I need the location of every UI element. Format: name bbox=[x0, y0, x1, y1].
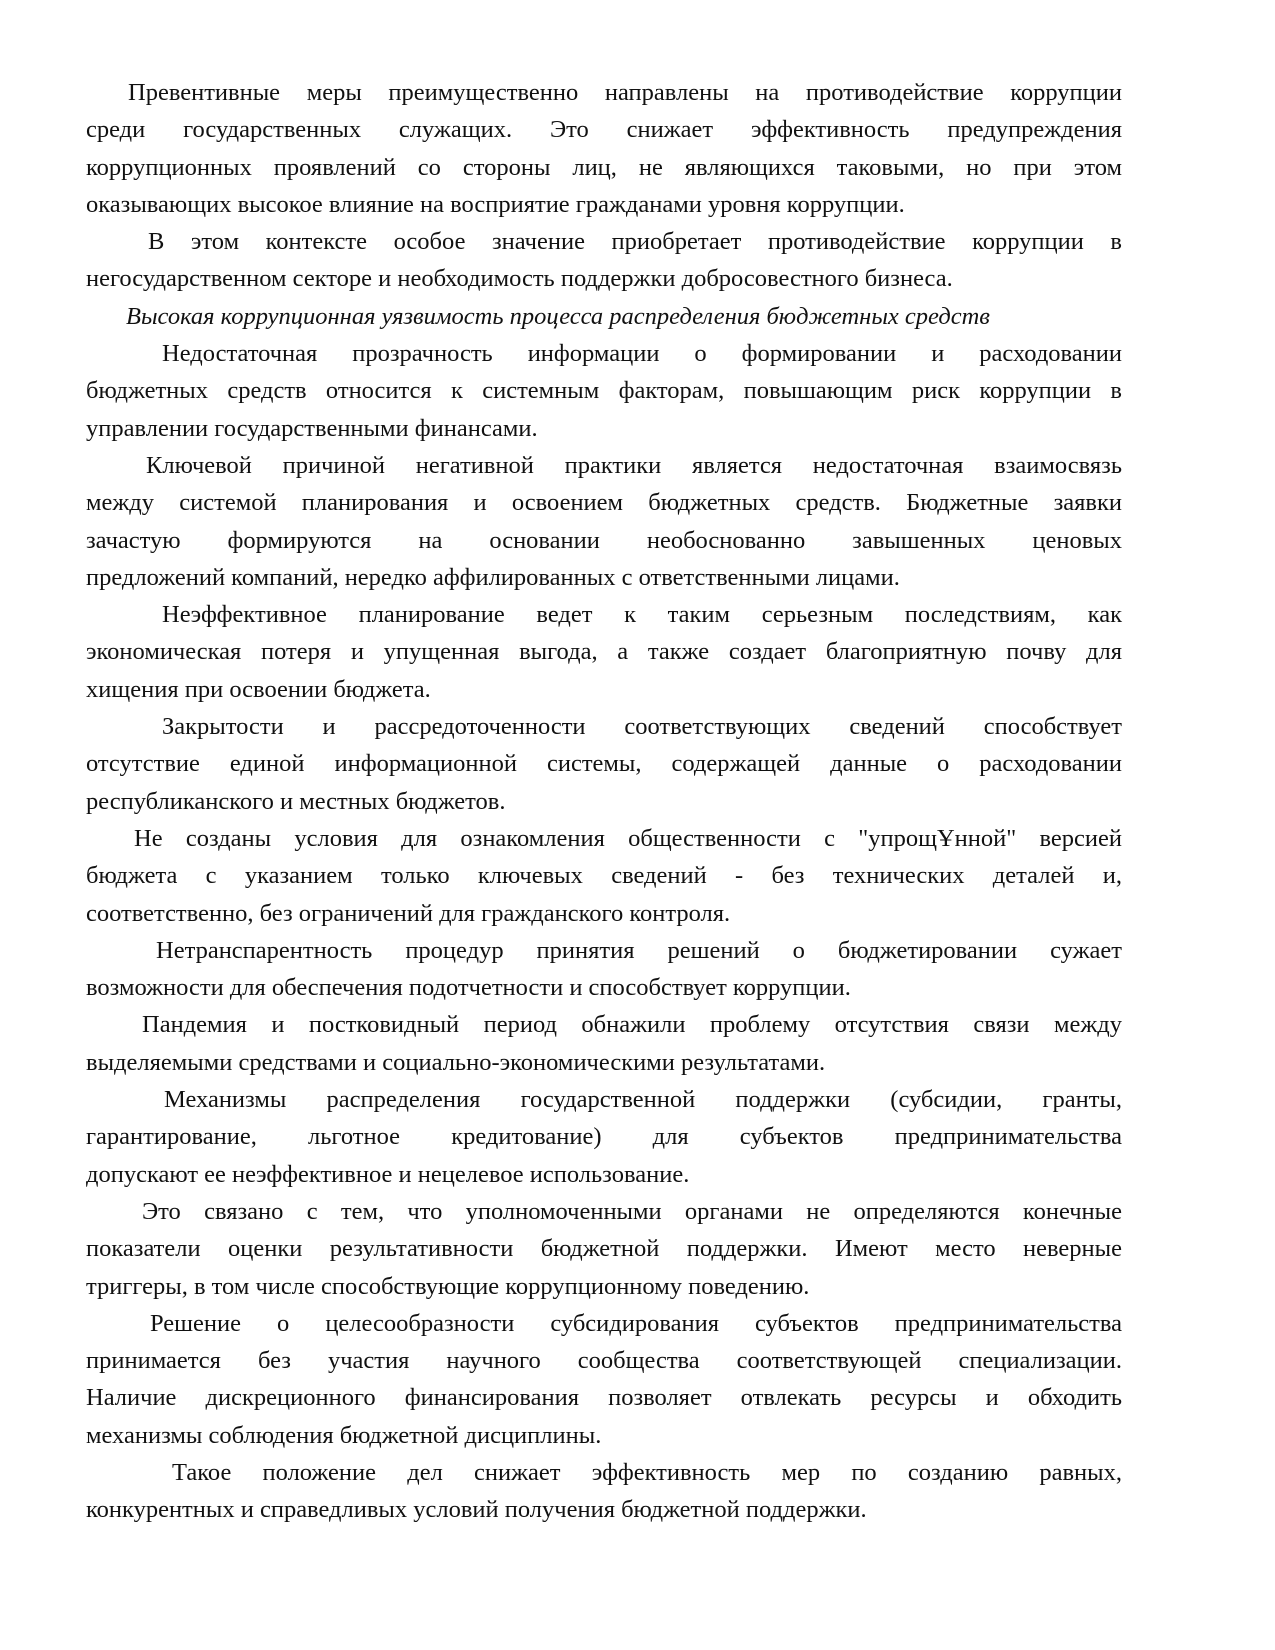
paragraph-performance-indicators bbox=[86, 1193, 1122, 1305]
text-line: Нетранспарентность процедур принятия решений о бюджетировании сужает bbox=[156, 936, 1122, 964]
text-line: предложений компаний, нередко аффилированных с ответственными лицами. bbox=[86, 563, 900, 591]
text-line: Закрытости и рассредоточенности соответствующих сведений способствует bbox=[162, 713, 1122, 741]
text-line: негосударственном секторе и необходимость поддержки добросовестного бизнеса. bbox=[86, 265, 953, 293]
paragraph-transparency bbox=[86, 335, 1122, 447]
text-line: оказывающих высокое влияние на восприятие гражданами уровня коррупции. bbox=[86, 190, 905, 218]
paragraph-pandemic bbox=[86, 1006, 1122, 1081]
text-line: республиканского и местных бюджетов. bbox=[86, 787, 506, 815]
text-line: Это связано с тем, что уполномоченными органами не определяются конечные bbox=[142, 1197, 1122, 1225]
document-page bbox=[86, 74, 1122, 1529]
text-line: Решение о целесообразности субсидирования субъектов предпринимательства bbox=[150, 1309, 1122, 1337]
paragraph-nontransparency bbox=[86, 932, 1122, 1007]
paragraph-equal-conditions bbox=[86, 1454, 1122, 1529]
text-line: принимается без участия научного сообщества соответствующей специализации. bbox=[86, 1347, 1122, 1375]
text-line: управлении государственными финансами. bbox=[86, 414, 538, 442]
text-line: Неэффективное планирование ведет к таким серьезным последствиям, как bbox=[162, 601, 1122, 629]
text-line: отсутствие единой информационной системы, содержащей данные о расходовании bbox=[86, 750, 1122, 778]
text-line: гарантирование, льготное кредитование) для субъектов предпринимательства bbox=[86, 1123, 1122, 1151]
text-line: механизмы соблюдения бюджетной дисциплины. bbox=[86, 1421, 602, 1449]
paragraph-key-cause bbox=[86, 447, 1122, 596]
text-line: В этом контексте особое значение приобретает противодействие коррупции в bbox=[148, 228, 1122, 256]
text-line: хищения при освоении бюджета. bbox=[86, 675, 431, 703]
text-line: триггеры, в том числе способствующие коррупционному поведению. bbox=[86, 1272, 810, 1300]
text-line: Не созданы условия для ознакомления общественности с "упрощҰнной" версией bbox=[134, 824, 1122, 852]
text-line: среди государственных служащих. Это снижает эффективность предупреждения bbox=[86, 116, 1122, 144]
text-line: Превентивные меры преимущественно направлены на противодействие коррупции bbox=[128, 79, 1122, 106]
text-line: коррупционных проявлений со стороны лиц, не являющихся таковыми, но при этом bbox=[86, 153, 1122, 181]
paragraph-inefficient-planning bbox=[86, 596, 1122, 708]
text-line: Недостаточная прозрачность информации о формировании и расходовании bbox=[162, 340, 1122, 368]
text-line: Механизмы распределения государственной поддержки (субсидии, гранты, bbox=[164, 1086, 1122, 1114]
text-line: Пандемия и постковидный период обнажили проблему отсутствия связи между bbox=[142, 1011, 1122, 1039]
text-line: возможности для обеспечения подотчетности и способствует коррупции. bbox=[86, 974, 851, 1002]
text-line: показатели оценки результативности бюджетной поддержки. Имеют место неверные bbox=[86, 1235, 1122, 1263]
text-line: выделяемыми средствами и социально-экономическими результатами. bbox=[86, 1048, 826, 1076]
text-line: бюджетных средств относится к системным факторам, повышающим риск коррупции в bbox=[86, 377, 1122, 405]
section-heading bbox=[86, 298, 1122, 335]
paragraph-nongovernment-sector bbox=[86, 223, 1122, 298]
text-line: Такое положение дел снижает эффективность мер по созданию равных, bbox=[172, 1458, 1122, 1486]
text-line: Ключевой причиной негативной практики является недостаточная взаимосвязь bbox=[146, 451, 1122, 479]
text-line: между системой планирования и освоением бюджетных средств. Бюджетные заявки bbox=[86, 489, 1122, 517]
paragraph-subsidy-decision bbox=[86, 1305, 1122, 1454]
paragraph-simplified-budget bbox=[86, 820, 1122, 932]
text-line: соответственно, без ограничений для гражданского контроля. bbox=[86, 899, 731, 927]
text-line: конкурентных и справедливых условий получения бюджетной поддержки. bbox=[86, 1496, 867, 1524]
paragraph-preventive-measures bbox=[86, 74, 1122, 223]
text-line: бюджета с указанием только ключевых сведений - без технических деталей и, bbox=[86, 862, 1122, 890]
section-heading-text: Высокая коррупционная уязвимость процесса распределения бюджетных средств bbox=[126, 302, 990, 330]
text-line: зачастую формируются на основании необоснованно завышенных ценовых bbox=[86, 526, 1122, 554]
text-line: экономическая потеря и упущенная выгода, а также создает благоприятную почву для bbox=[86, 638, 1122, 666]
text-line: Наличие дискреционного финансирования позволяет отвлекать ресурсы и обходить bbox=[86, 1384, 1122, 1412]
text-line: допускают ее неэффективное и нецелевое использование. bbox=[86, 1160, 690, 1188]
paragraph-support-mechanisms bbox=[86, 1081, 1122, 1193]
paragraph-closedness bbox=[86, 708, 1122, 820]
